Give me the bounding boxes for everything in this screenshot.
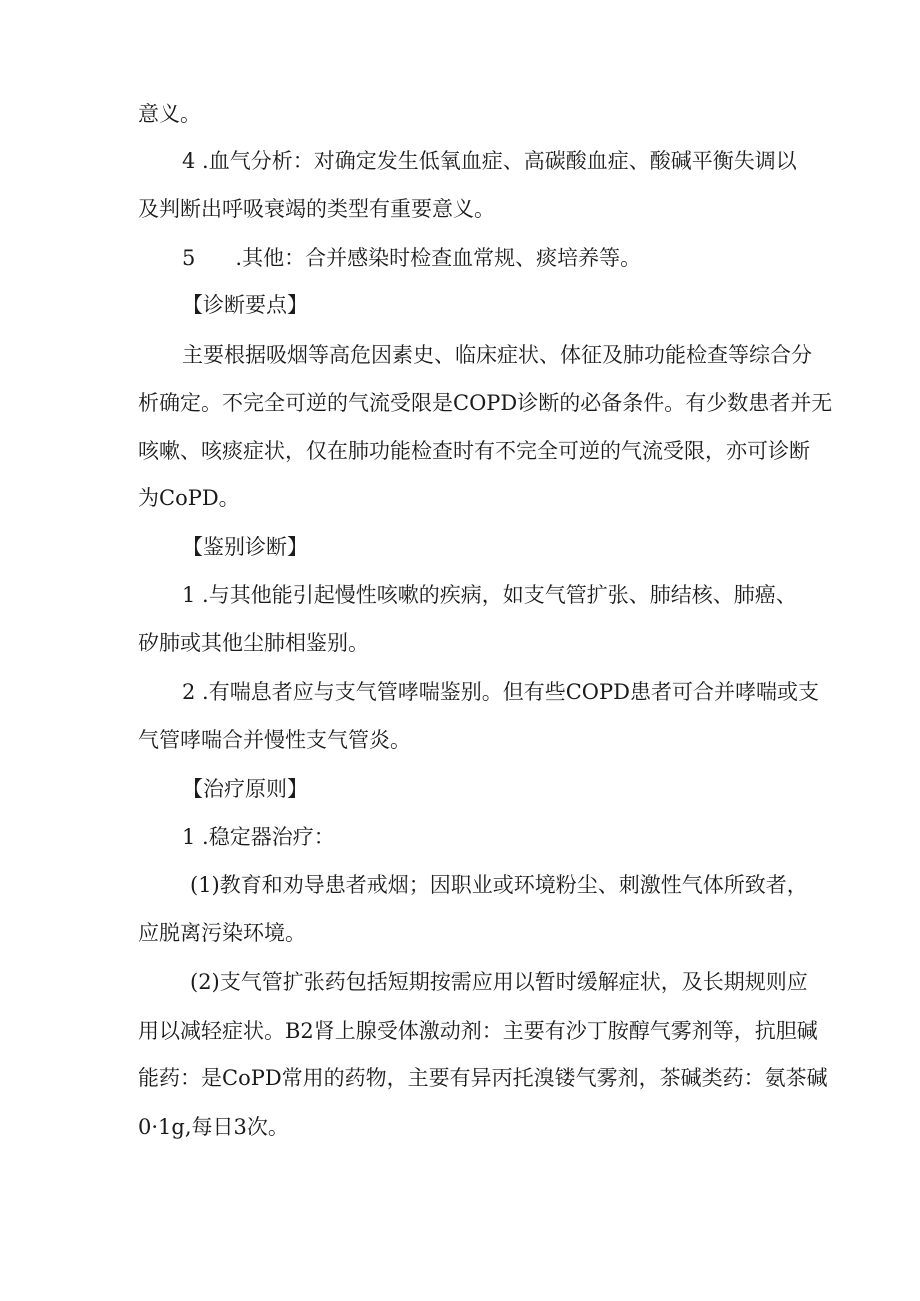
text-line: 矽肺或其他尘肺相鉴别。 [138,631,369,655]
text-line: 1 .与其他能引起慢性咳嗽的疾病，如支气管扩张、肺结核、肺癌、 [182,583,797,607]
text-line: 能药：是CoPD常用的药物，主要有异丙托溴镂气雾剂，茶碱类药：氨茶碱 [138,1066,828,1090]
text-line: 4 .血气分析：对确定发生低氧血症、高碳酸血症、酸碱平衡失调以 [182,149,797,173]
text-line: (1)教育和劝导患者戒烟；因职业或环境粉尘、刺激性气体所致者， [190,873,808,897]
text-line: 主要根据吸烟等高危因素史、临床症状、体征及肺功能检查等综合分 [182,343,812,367]
text-line: 气管哮喘合并慢性支气管炎。 [138,728,411,752]
text-line: 意义。 [138,102,201,126]
text-line: 1 .稳定器治疗： [182,825,335,849]
section-heading: 【诊断要点】 [182,293,308,317]
text-line: 为CoPD。 [138,486,240,510]
text-line: 析确定。不完全可逆的气流受限是COPD诊断的必备条件。有少数患者并无 [138,391,833,415]
text-line: 2 .有喘息者应与支气管哮喘鉴别。但有些COPD患者可合并哮喘或支 [182,680,819,704]
text-line: 用以减轻症状。B2肾上腺受体激动剂：主要有沙丁胺醇气雾剂等，抗胆碱 [138,1019,818,1043]
text-line: 应脱离污染环境。 [138,921,306,945]
section-heading: 【治疗原则】 [182,777,308,801]
section-heading: 【鉴别诊断】 [182,535,308,559]
text-line: 0·1g,每日3次。 [138,1115,289,1139]
text-line: 及判断出呼吸衰竭的类型有重要意义。 [138,197,495,221]
text-line: 5 .其他：合并感染时检查血常规、痰培养等。 [182,246,642,270]
text-line: 咳嗽、咳痰症状，仅在肺功能检查时有不完全可逆的气流受限，亦可诊断 [138,439,810,463]
text-line: (2)支气管扩张药包括短期按需应用以暂时缓解症状，及长期规则应 [190,970,808,994]
